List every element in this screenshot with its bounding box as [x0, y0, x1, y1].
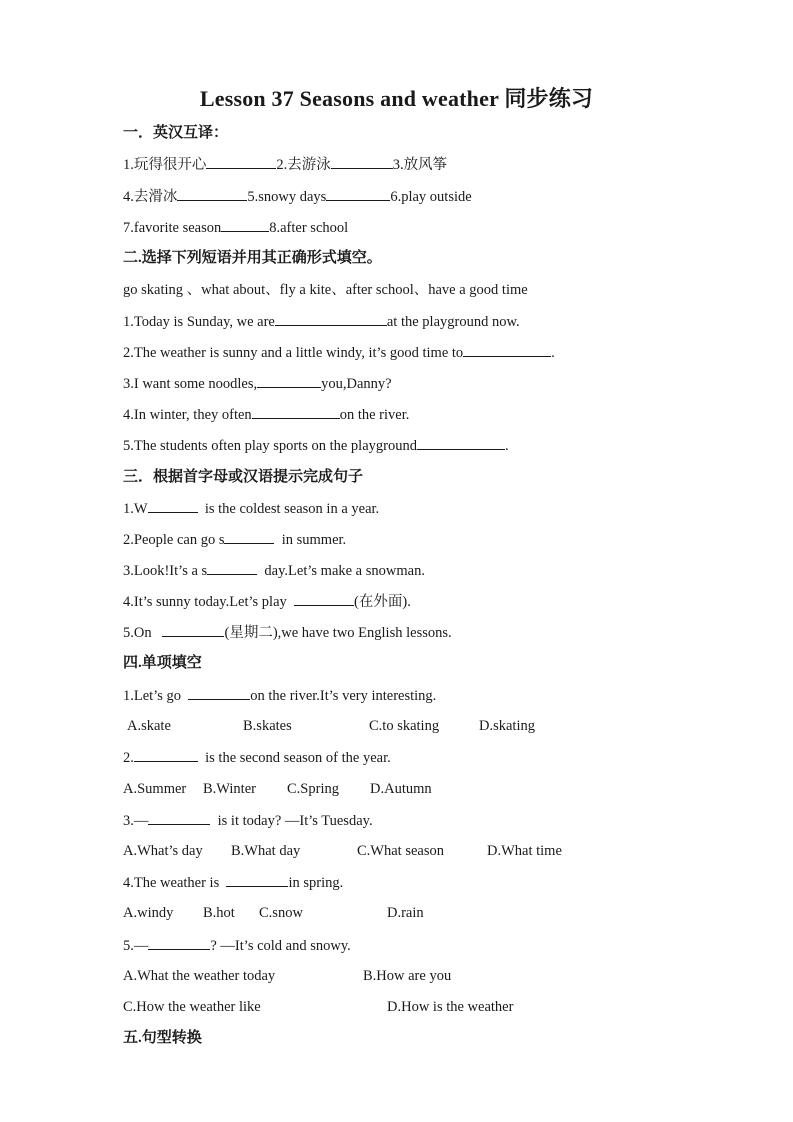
option-d[interactable]: D.skating — [479, 718, 535, 734]
option-a[interactable]: A.skate — [127, 718, 171, 734]
question-text: day.Let’s make a snowman. — [264, 563, 425, 579]
question-text: (在外面). — [354, 594, 411, 610]
section1-row1 — [123, 154, 447, 175]
item-text: 1.玩得很开心 — [123, 157, 207, 173]
section4-q3-options — [123, 841, 562, 861]
question-text: 1.Today is Sunday, we are — [123, 314, 275, 330]
option-b[interactable]: B.What day — [231, 843, 301, 859]
question-text: 5.The students often play sports on the playground — [123, 438, 417, 454]
question-text: 2.People can go s — [123, 532, 225, 548]
question-text: 1.Let’s go — [123, 688, 181, 704]
section3-q4 — [123, 591, 411, 612]
question-text: 5.On — [123, 625, 152, 641]
question-text: 3.I want some noodles, — [123, 376, 258, 392]
question-text: . — [504, 438, 509, 454]
option-c[interactable]: C.Spring — [287, 781, 339, 797]
question-text: 3.— — [123, 813, 149, 829]
option-d[interactable]: D.What time — [487, 843, 562, 859]
option-a[interactable]: A.windy — [123, 905, 174, 921]
section1-heading: 一．英汉互译： — [123, 125, 229, 141]
section3-q2 — [123, 529, 346, 550]
section4-q5-options-row2 — [123, 997, 513, 1017]
item-text: 2.去游泳 — [276, 157, 331, 173]
section3-heading: 三．根据首字母或汉语提示完成句子 — [123, 469, 364, 485]
option-b[interactable]: B.skates — [243, 718, 292, 734]
question-text: is the coldest season in a year. — [204, 501, 380, 517]
answer-blank[interactable] — [134, 747, 198, 762]
item-text: 4.去滑冰 — [123, 189, 178, 205]
option-a[interactable]: A.What’s day — [123, 843, 203, 859]
question-text: you,Danny? — [321, 376, 392, 392]
answer-blank[interactable] — [417, 435, 505, 450]
option-d[interactable]: D.rain — [387, 905, 424, 921]
item-text: 8.after school — [269, 220, 349, 236]
option-a[interactable]: A.What the weather today — [123, 968, 276, 984]
section4-q1 — [123, 685, 436, 706]
section5-heading: 五.句型转换 — [123, 1030, 202, 1046]
answer-blank[interactable] — [224, 529, 274, 544]
question-text: on the river. — [339, 407, 410, 423]
section3-q3 — [123, 560, 425, 581]
question-text: is it today? —It’s Tuesday. — [217, 813, 373, 829]
question-text: 4.The weather is — [123, 875, 220, 891]
question-text: in spring. — [288, 875, 344, 891]
answer-blank[interactable] — [275, 311, 387, 326]
section4-q4-options — [123, 903, 424, 923]
section4-heading: 四.单项填空 — [123, 655, 202, 671]
question-text: 4.It’s sunny today.Let’s play — [123, 594, 287, 610]
question-text: . — [551, 345, 555, 361]
answer-blank[interactable] — [207, 560, 257, 575]
section3-q1 — [123, 498, 379, 519]
answer-blank[interactable] — [294, 591, 354, 606]
option-c[interactable]: C.to skating — [369, 718, 440, 734]
section2-q5 — [123, 435, 509, 456]
section1-row2 — [123, 186, 472, 207]
section4-q5-options-row1 — [123, 966, 451, 986]
option-c[interactable]: C.How the weather like — [123, 999, 261, 1015]
section4-q2 — [123, 747, 391, 768]
question-text: at the playground now. — [386, 314, 520, 330]
answer-blank[interactable] — [206, 154, 276, 169]
question-text: ? —It’s cold and snowy. — [210, 938, 351, 954]
answer-blank[interactable] — [162, 622, 224, 637]
answer-blank[interactable] — [252, 404, 340, 419]
answer-blank[interactable] — [148, 498, 198, 513]
answer-blank[interactable] — [221, 217, 269, 232]
section2-q2 — [123, 342, 555, 363]
option-c[interactable]: C.What season — [357, 843, 444, 859]
question-text: 3.Look!It’s a s — [123, 563, 208, 579]
item-text: 5.snowy days — [247, 189, 327, 205]
question-text: 5.— — [123, 938, 149, 954]
question-text: (星期二),we have two English lessons. — [224, 625, 452, 641]
section2-q1 — [123, 311, 520, 332]
question-text: 1.W — [123, 501, 148, 517]
question-text: on the river.It’s very interesting. — [250, 688, 437, 704]
question-text: in summer. — [281, 532, 347, 548]
section2-heading: 二.选择下列短语并用其正确形式填空。 — [123, 250, 382, 266]
section3-q5 — [123, 622, 452, 643]
section2-q4 — [123, 404, 409, 425]
page-title: Lesson 37 Seasons and weather 同步练习 — [199, 86, 594, 111]
option-b[interactable]: B.hot — [203, 905, 235, 921]
section4-q4 — [123, 872, 343, 893]
item-text: 7.favorite season — [123, 220, 222, 236]
answer-blank[interactable] — [226, 872, 288, 887]
question-text: 2. — [123, 750, 134, 766]
item-text: 6.play outside — [390, 189, 472, 205]
section4-q3 — [123, 810, 373, 831]
section4-q1-options — [127, 716, 535, 736]
answer-blank[interactable] — [326, 186, 390, 201]
question-text: 2.The weather is sunny and a little windy, it’s good time to — [123, 345, 464, 361]
item-text: 3.放风筝 — [392, 157, 448, 173]
option-b[interactable]: B.Winter — [203, 781, 256, 797]
answer-blank[interactable] — [257, 373, 321, 388]
option-c[interactable]: C.snow — [259, 905, 303, 921]
answer-blank[interactable] — [148, 810, 210, 825]
answer-blank[interactable] — [148, 935, 210, 950]
answer-blank[interactable] — [463, 342, 551, 357]
answer-blank[interactable] — [188, 685, 250, 700]
section4-q5 — [123, 935, 351, 956]
section1-row3 — [123, 217, 348, 238]
answer-blank[interactable] — [331, 154, 393, 169]
option-d[interactable]: D.Autumn — [370, 781, 432, 797]
section4-q2-options — [123, 779, 432, 799]
option-b[interactable]: B.How are you — [363, 968, 452, 984]
option-a[interactable]: A.Summer — [123, 781, 187, 797]
phrase-bank: go skating 、what about、fly a kite、after school、have a good time — [123, 282, 528, 298]
question-text: is the second season of the year. — [205, 750, 391, 766]
section2-q3 — [123, 373, 392, 394]
answer-blank[interactable] — [177, 186, 247, 201]
option-d[interactable]: D.How is the weather — [387, 999, 514, 1015]
question-text: 4.In winter, they often — [123, 407, 252, 423]
